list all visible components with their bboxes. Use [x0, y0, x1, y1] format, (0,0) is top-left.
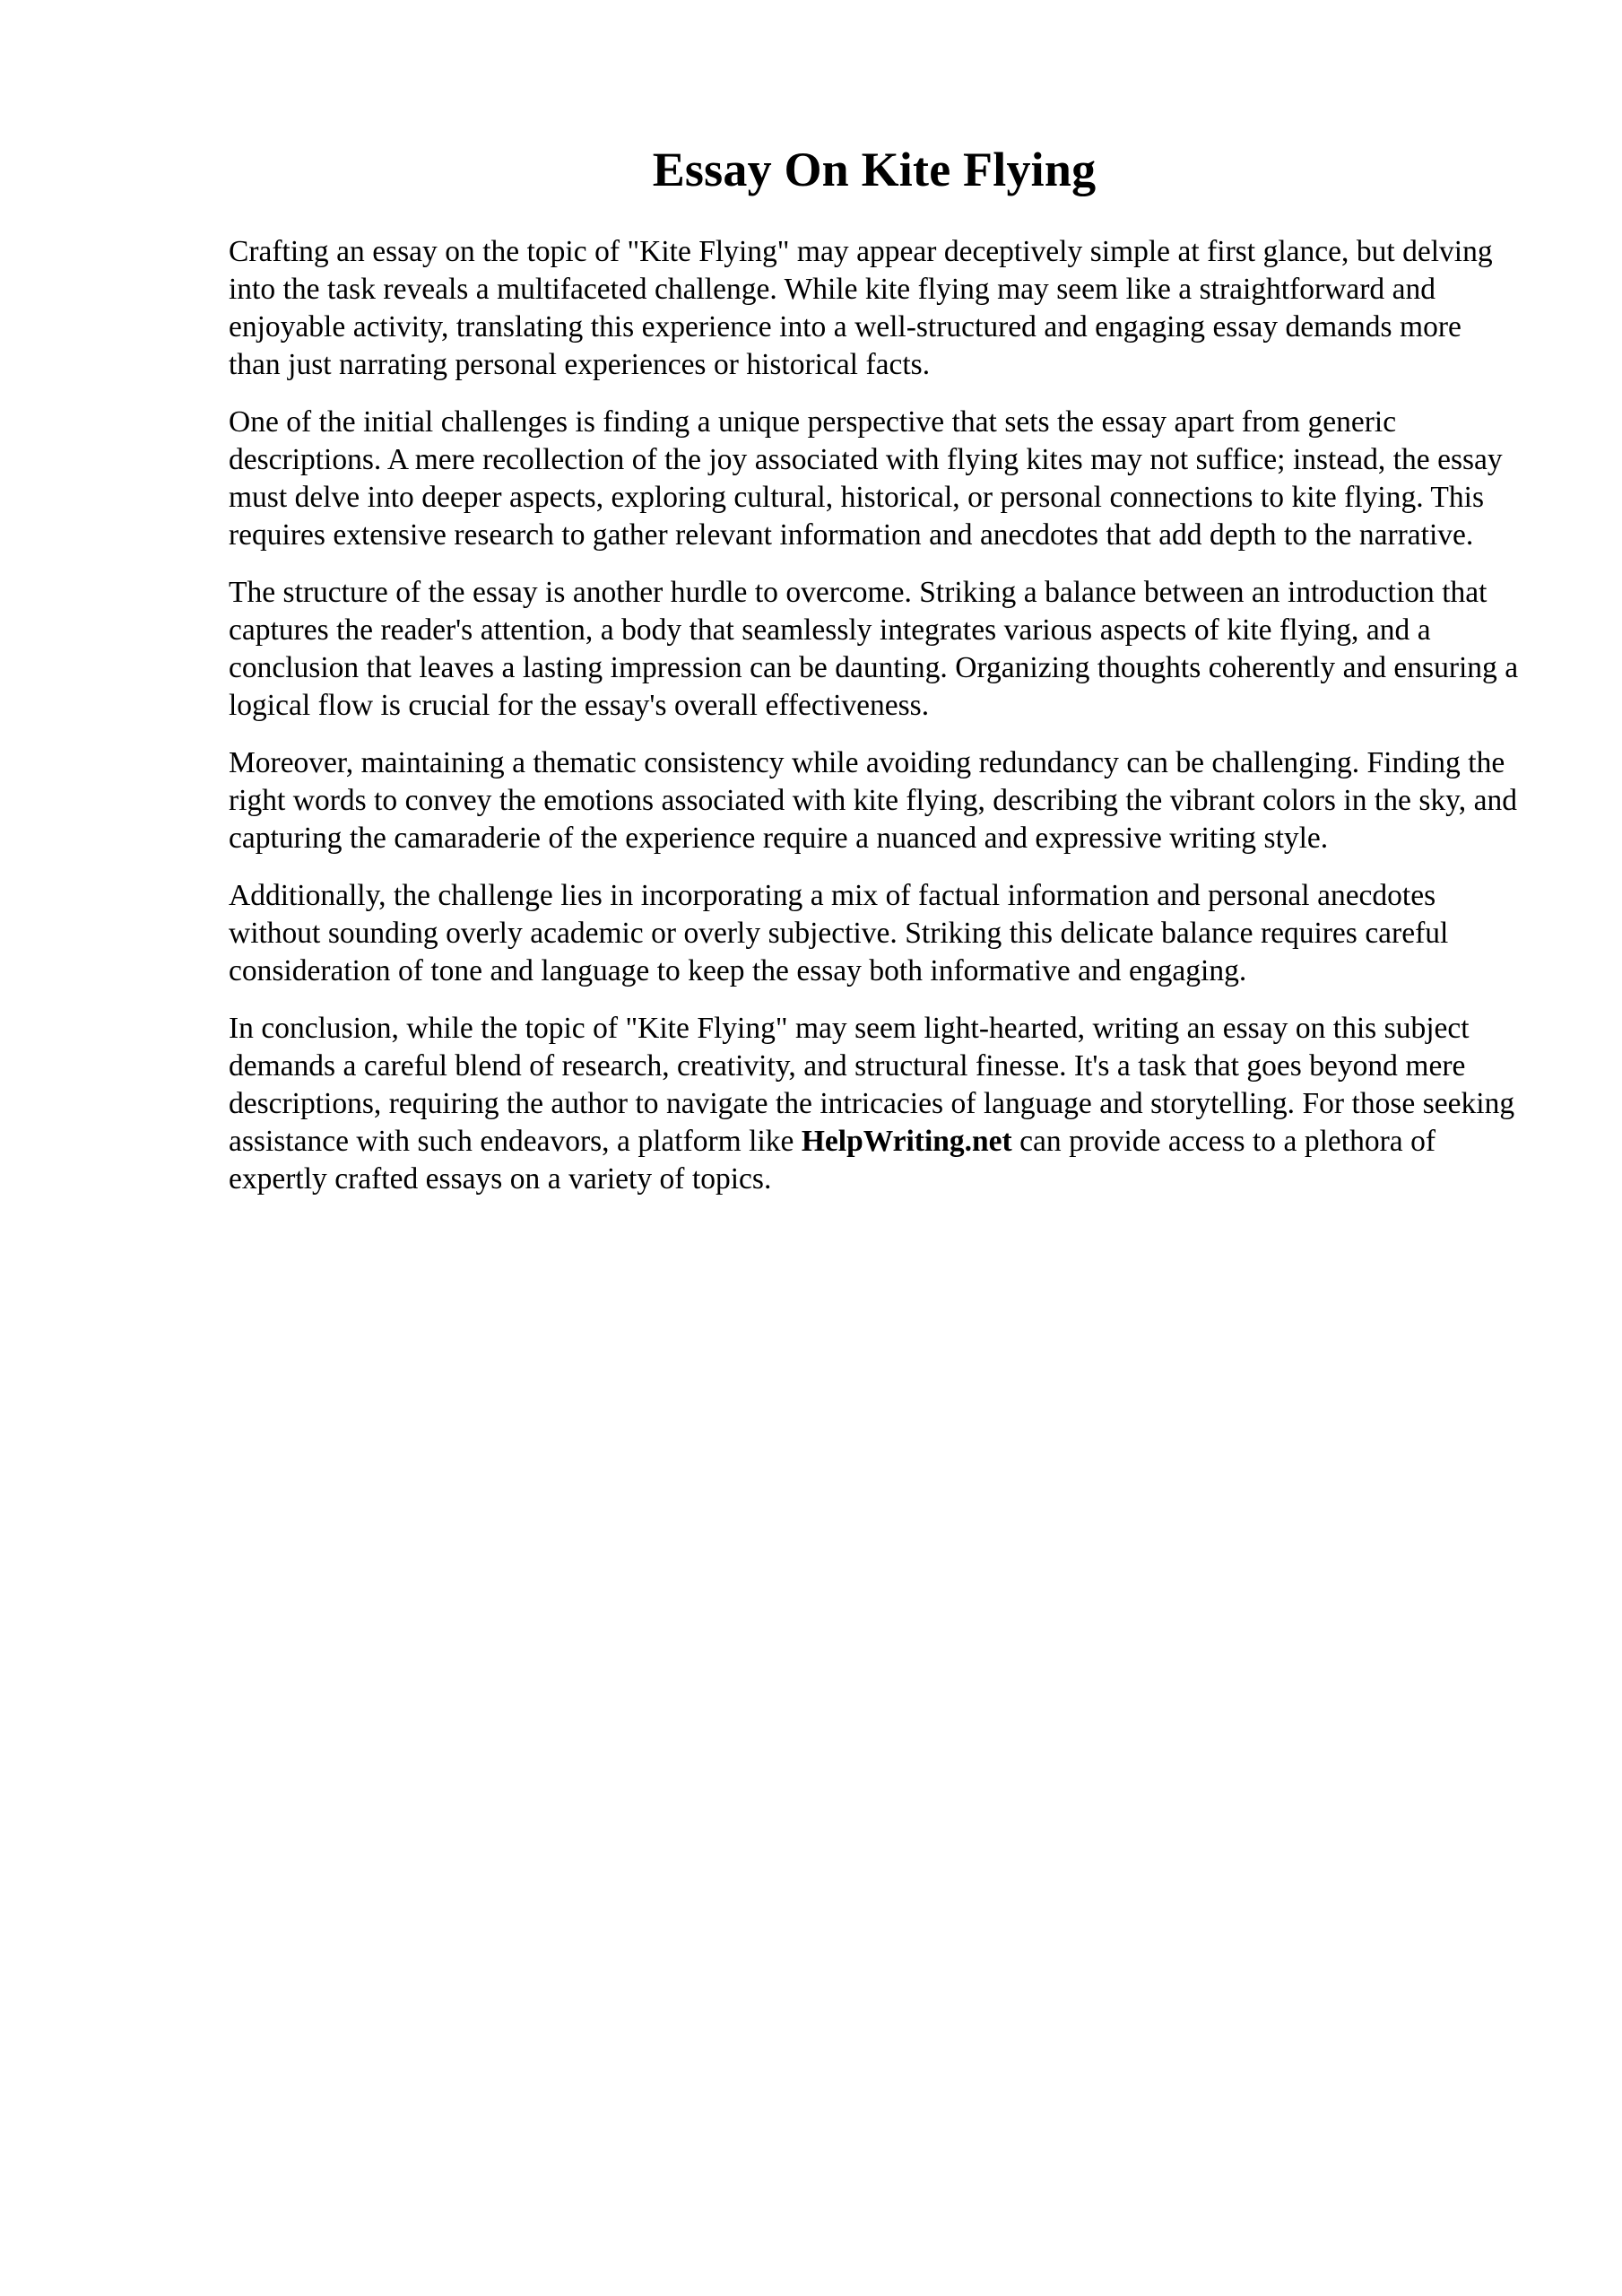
paragraph-intro: Crafting an essay on the topic of "Kite Flying" may appear deceptively simple at first glance, but delving into the task reveals a multifaceted challenge. While kite flying may seem like a straightforward and enjoyable activity, translating this experience into a well-structured and engaging essay demands more than just narrating personal experiences or historical facts.	[229, 235, 1493, 381]
page-title: Essay On Kite Flying	[652, 143, 1097, 196]
paragraph-tone-balance: Additionally, the challenge lies in incorporating a mix of factual information and personal anecdotes without sounding overly academic or overly subjective. Striking this delicate balance requires careful consideration of tone and language to keep the essay both informative and engaging.	[229, 879, 1449, 987]
paragraph-perspective: One of the initial challenges is finding a unique perspective that sets the essay apart from generic descriptions. A mere recollection of the joy associated with flying kites may not suffice; instead, the essay must delve into deeper aspects, exploring cultural, historical, or personal connections to kite flying. This requires extensive research to gather relevant information and anecdotes that add depth to the narrative.	[229, 405, 1503, 552]
paragraph-thematic-consistency: Moreover, maintaining a thematic consistency while avoiding redundancy can be challenging. Finding the right words to convey the emotions associated with kite flying, describing the vibrant colors in the sky, and capturing the camaraderie of the experience require a nuanced and expressive writing style.	[229, 746, 1517, 855]
conclusion-text-before-brand: In conclusion, while the topic of "Kite Flying" may seem light-hearted, writing an essay on this subject demands a careful blend of research, creativity, and structural finesse. It's a task that goes beyond mere descriptions, requiring the author to navigate the intricacies of language and storytelling. For those seeking assistance with such endeavors, a platform like	[229, 1012, 1515, 1158]
paragraph-conclusion	[229, 1010, 1520, 1198]
conclusion-text-after-brand: can provide access to a plethora of expertly crafted essays on a variety of topics.	[229, 1125, 1436, 1196]
document-content	[229, 0, 1520, 1198]
helpwriting-brand-name: HelpWriting.net	[801, 1125, 1012, 1158]
document-body	[229, 197, 1520, 1198]
paragraph-structure: The structure of the essay is another hurdle to overcome. Striking a balance between an introduction that captures the reader's attention, a body that seamlessly integrates various aspects of kite flying, and a conclusion that leaves a lasting impression can be daunting. Organizing thoughts coherently and ensuring a logical flow is crucial for the essay's overall effectiveness.	[229, 576, 1519, 722]
